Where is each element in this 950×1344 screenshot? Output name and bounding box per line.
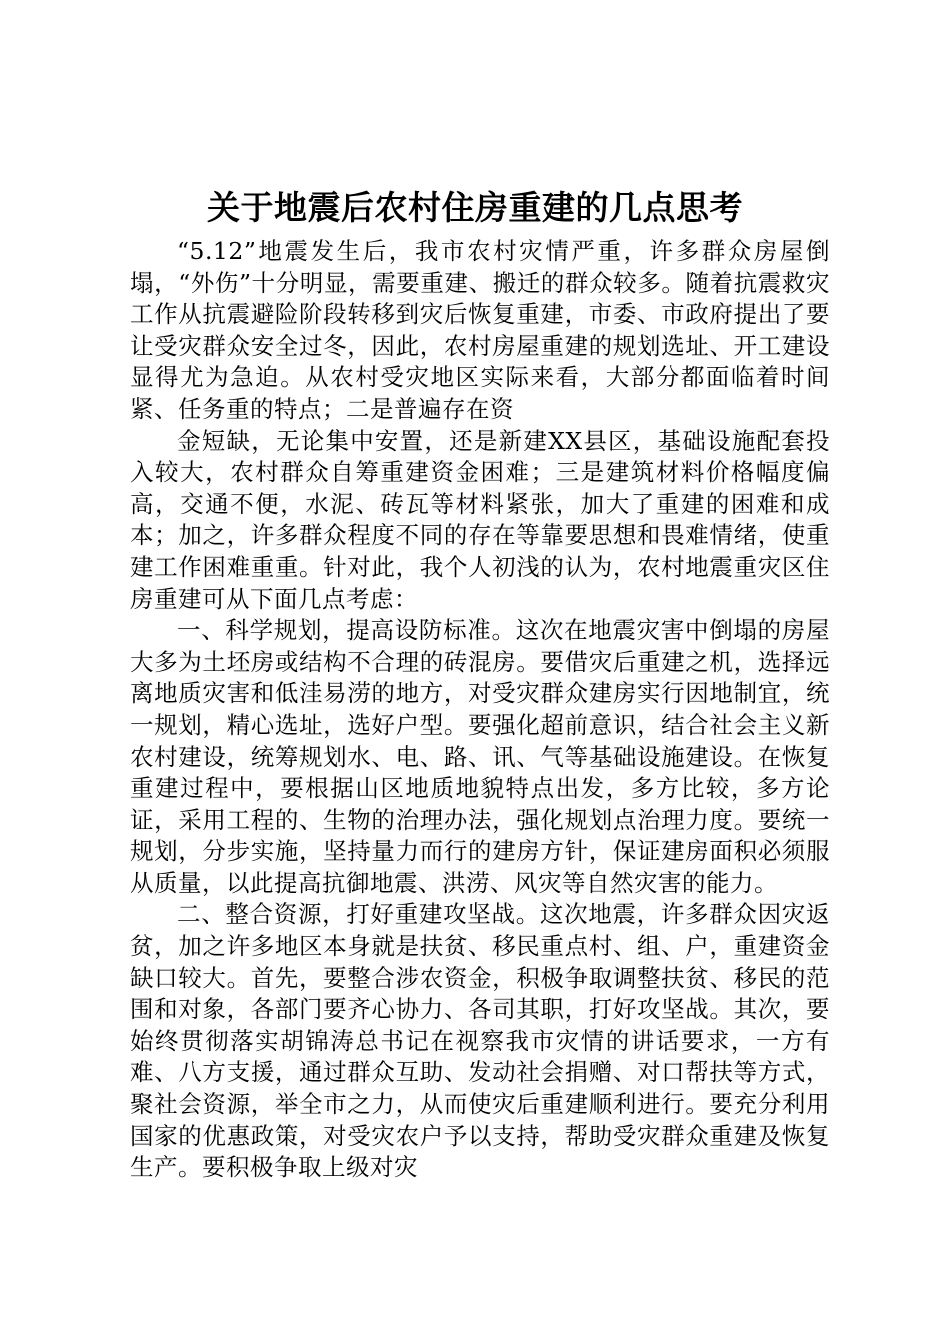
document-title: 关于地震后农村住房重建的几点思考 [207, 188, 743, 227]
paragraph-point-one: 一、科学规划，提高设防标准。这次在地震灾害中倒塌的房屋大多为土坯房或结构不合理的砖混房。要借灾后重建之机，选择远离地质灾害和低洼易涝的地方，对受灾群众建房实行因地制宜，统一规划，精心选址，选好户型。要强化超前意识，结合社会主义新农村建设，统筹规划水、电、路、讯、气等基础设施建设。在恢复重建过程中，要根据山区地质地貌特点出发，多方比较，多方论证，采用工程的、生物的治理办法，强化规划点治理力度。要统一规划，分步实施，坚持量力而行的建房方针，保证建房面积必须服从质量，以此提高抗御地震、洪涝、风灾等自然灾害的能力。 [130, 616, 830, 897]
paragraph-challenges: 金短缺，无论集中安置，还是新建XX县区，基础设施配套投入较大，农村群众自筹重建资金困难；三是建筑材料价格幅度偏高，交通不便，水泥、砖瓦等材料紧张，加大了重建的困难和成本；加之，许多群众程度不同的存在等靠要思想和畏难情绪，使重建工作困难重重。针对此，我个人初浅的认为，农村地震重灾区住房重建可从下面几点考虑： [130, 426, 830, 613]
document-body [130, 236, 830, 1184]
paragraph-point-two: 二、整合资源，打好重建攻坚战。这次地震，许多群众因灾返贫，加之许多地区本身就是扶贫、移民重点村、组、户，重建资金缺口较大。首先，要整合涉农资金，积极争取调整扶贫、移民的范围和对象，各部门要齐心协力、各司其职，打好攻坚战。其次，要始终贯彻落实胡锦涛总书记在视察我市灾情的讲话要求，一方有难、八方支援，通过群众互助、发动社会捐赠、对口帮扶等方式，聚社会资源，举全市之力，从而使灾后重建顺利进行。要充分利用国家的优惠政策，对受灾农户予以支持，帮助受灾群众重建及恢复生产。要积极争取上级对灾 [130, 900, 830, 1182]
paragraph-intro: “5.12”地震发生后，我市农村灾情严重，许多群众房屋倒塌，“外伤”十分明显，需要重建、搬迁的群众较多。随着抗震救灾工作从抗震避险阶段转移到灾后恢复重建，市委、市政府提出了要让受灾群众安全过冬，因此，农村房屋重建的规划选址、开工建设显得尤为急迫。从农村受灾地区实际来看，大部分都面临着时间紧、任务重的特点；二是普遍存在资 [130, 237, 830, 423]
